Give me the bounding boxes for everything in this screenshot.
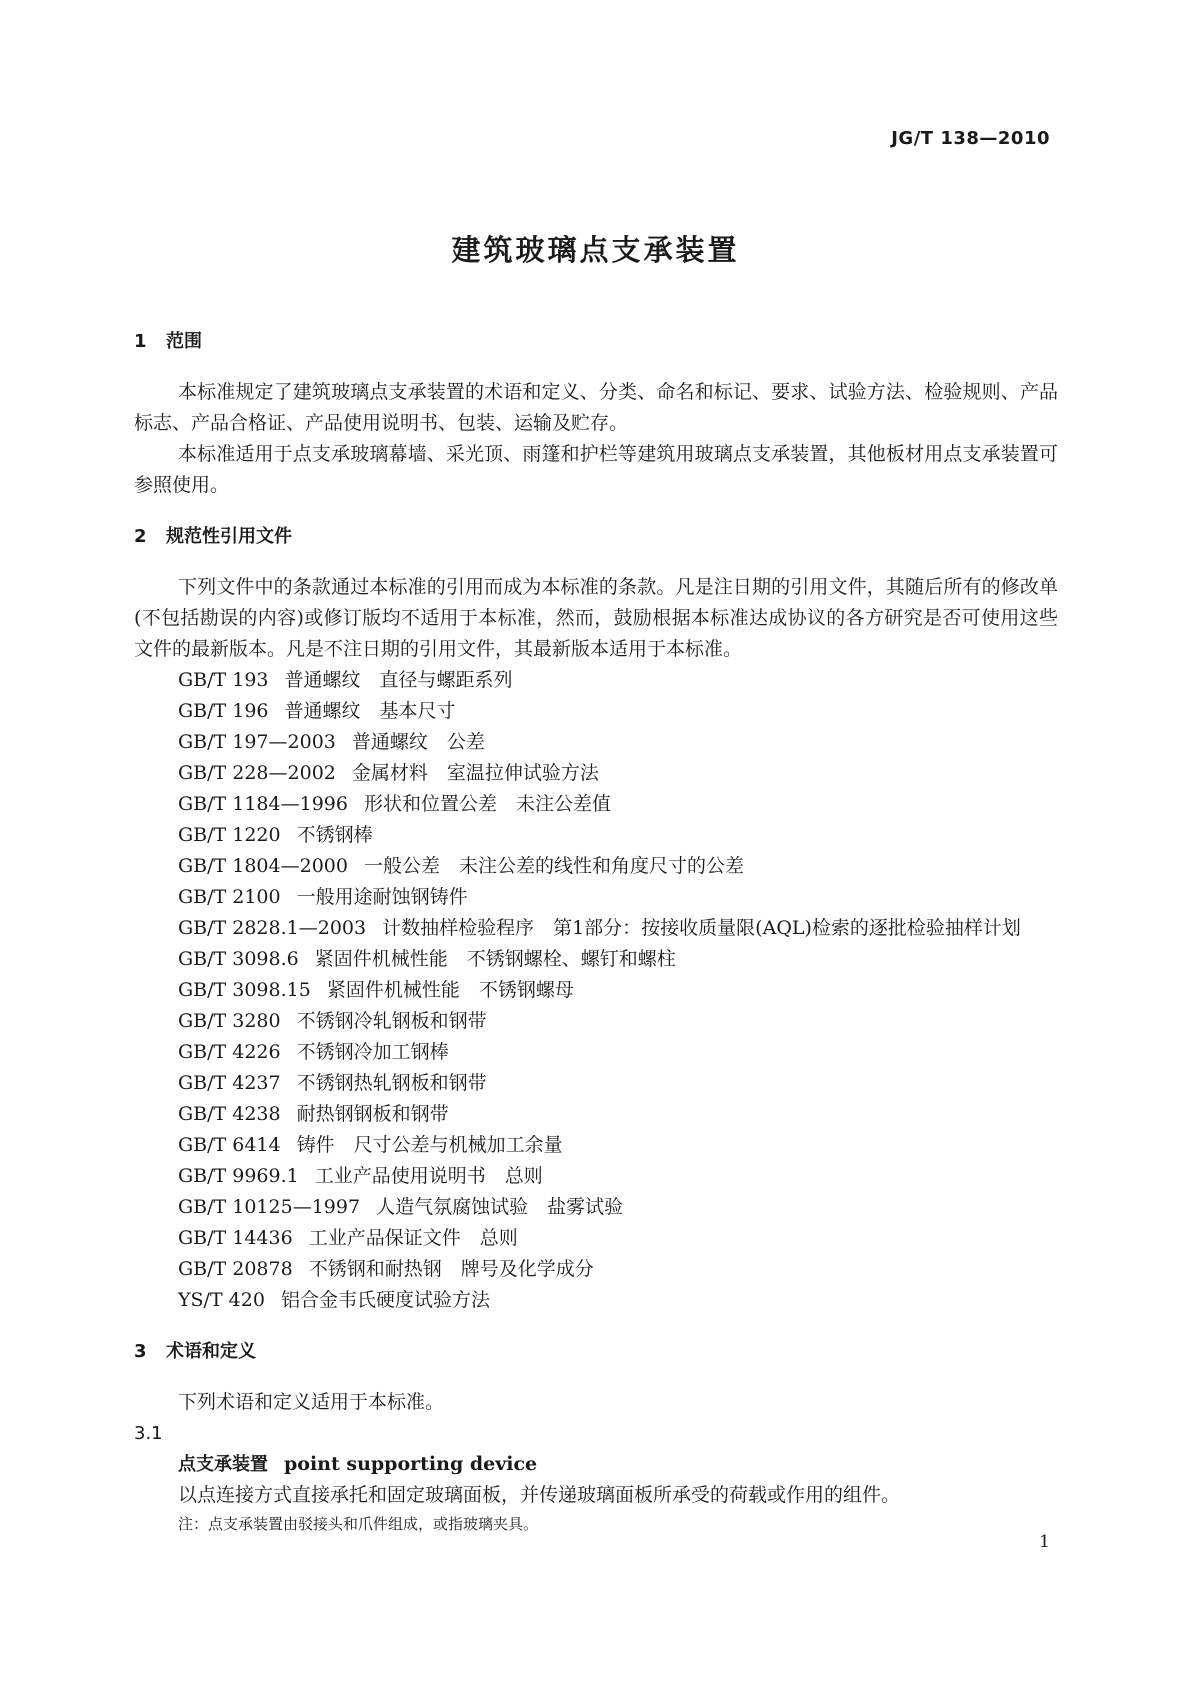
reference-item bbox=[134, 758, 1058, 789]
reference-item bbox=[134, 1254, 1058, 1285]
reference-title: 计数抽样检验程序 第1部分：按接收质量限(AQL)检索的逐批检验抽样计划 bbox=[382, 917, 1021, 939]
section-number: 3 bbox=[134, 1341, 147, 1362]
reference-title: 铝合金韦氏硬度试验方法 bbox=[280, 1289, 490, 1311]
reference-title: 工业产品保证文件 总则 bbox=[308, 1227, 518, 1249]
reference-code: GB/T 9969.1 bbox=[178, 1165, 299, 1187]
scope-paragraph: 本标准适用于点支承玻璃幕墙、采光顶、雨篷和护栏等建筑用玻璃点支承装置，其他板材用点支承装置可参照使用。 bbox=[134, 443, 1058, 496]
reference-code: GB/T 4237 bbox=[178, 1072, 281, 1094]
document-title: 建筑玻璃点支承装置 bbox=[451, 233, 740, 267]
reference-item bbox=[134, 975, 1058, 1006]
reference-item bbox=[134, 913, 1058, 944]
reference-item bbox=[134, 820, 1058, 851]
reference-code: GB/T 6414 bbox=[178, 1134, 281, 1156]
reference-title: 普通螺纹 直径与螺距系列 bbox=[284, 669, 513, 691]
reference-title: 耐热钢钢板和钢带 bbox=[296, 1103, 449, 1125]
reference-code: GB/T 10125—1997 bbox=[178, 1196, 361, 1218]
reference-code: GB/T 228—2002 bbox=[178, 762, 336, 784]
reference-code: GB/T 4238 bbox=[178, 1103, 281, 1125]
reference-title: 紧固件机械性能 不锈钢螺栓、螺钉和螺柱 bbox=[314, 948, 676, 970]
section-number: 1 bbox=[134, 331, 147, 352]
reference-code: GB/T 20878 bbox=[178, 1258, 293, 1280]
reference-title: 一般用途耐蚀钢铸件 bbox=[296, 886, 468, 908]
term-entry bbox=[134, 1449, 1058, 1480]
section-title: 范围 bbox=[166, 331, 202, 352]
reference-title: 形状和位置公差 未注公差值 bbox=[363, 793, 611, 815]
reference-title: 金属材料 室温拉伸试验方法 bbox=[351, 762, 599, 784]
reference-code: YS/T 420 bbox=[178, 1289, 265, 1311]
reference-item bbox=[134, 1099, 1058, 1130]
reference-title: 不锈钢热轧钢板和钢带 bbox=[296, 1072, 487, 1094]
term-note: 注：点支承装置由驳接头和爪件组成，或指玻璃夹具。 bbox=[178, 1515, 539, 1533]
reference-item bbox=[134, 1161, 1058, 1192]
reference-code: GB/T 196 bbox=[178, 700, 269, 722]
reference-item bbox=[134, 1006, 1058, 1037]
reference-item bbox=[134, 1223, 1058, 1254]
reference-title: 人造气氛腐蚀试验 盐雾试验 bbox=[376, 1196, 624, 1218]
reference-item bbox=[134, 727, 1058, 758]
reference-title: 普通螺纹 公差 bbox=[351, 731, 485, 753]
reference-code: GB/T 14436 bbox=[178, 1227, 293, 1249]
reference-item bbox=[134, 789, 1058, 820]
term-definition: 以点连接方式直接承托和固定玻璃面板，并传递玻璃面板所承受的荷载或作用的组件。 bbox=[178, 1484, 901, 1506]
section-heading-terms-definitions bbox=[134, 1336, 1058, 1367]
reference-title: 工业产品使用说明书 总则 bbox=[314, 1165, 543, 1187]
reference-item bbox=[134, 1192, 1058, 1223]
reference-item bbox=[134, 851, 1058, 882]
reference-item bbox=[134, 665, 1058, 696]
reference-title: 紧固件机械性能 不锈钢螺母 bbox=[326, 979, 574, 1001]
scope-paragraph: 本标准规定了建筑玻璃点支承装置的术语和定义、分类、命名和标记、要求、试验方法、检验规则、产品标志、产品合格证、产品使用说明书、包装、运输及贮存。 bbox=[134, 381, 1058, 434]
reference-item bbox=[134, 1068, 1058, 1099]
clause-number: 3.1 bbox=[134, 1423, 163, 1444]
reference-list bbox=[134, 665, 1058, 1316]
reference-code: GB/T 2828.1—2003 bbox=[178, 917, 367, 939]
section-heading-normative-references bbox=[134, 521, 1058, 552]
standard-code: JG/T 138—2010 bbox=[891, 128, 1050, 149]
reference-code: GB/T 1220 bbox=[178, 824, 281, 846]
reference-code: GB/T 1184—1996 bbox=[178, 793, 348, 815]
terms-intro: 下列术语和定义适用于本标准。 bbox=[178, 1391, 445, 1413]
reference-code: GB/T 4226 bbox=[178, 1041, 281, 1063]
reference-item bbox=[134, 1285, 1058, 1316]
reference-code: GB/T 193 bbox=[178, 669, 269, 691]
reference-title: 不锈钢冷轧钢板和钢带 bbox=[296, 1010, 487, 1032]
reference-title: 普通螺纹 基本尺寸 bbox=[284, 700, 456, 722]
references-intro: 下列文件中的条款通过本标准的引用而成为本标准的条款。凡是注日期的引用文件，其随后所有的修改单(不包括勘误的内容)或修订版均不适用于本标准，然而，鼓励根据本标准达成协议的各方研究是否可使用这些文件的最新版本。凡是不注日期的引用文件，其最新版本适用于本标准。 bbox=[134, 576, 1058, 660]
reference-title: 不锈钢棒 bbox=[296, 824, 373, 846]
term-english: point supporting device bbox=[284, 1453, 538, 1475]
document-body bbox=[134, 326, 1058, 1537]
reference-title: 不锈钢和耐热钢 牌号及化学成分 bbox=[308, 1258, 594, 1280]
reference-item bbox=[134, 944, 1058, 975]
reference-title: 一般公差 未注公差的线性和角度尺寸的公差 bbox=[363, 855, 744, 877]
page-number: 1 bbox=[1039, 1532, 1050, 1552]
reference-code: GB/T 1804—2000 bbox=[178, 855, 348, 877]
term-chinese: 点支承装置 bbox=[178, 1454, 268, 1475]
reference-code: GB/T 3098.15 bbox=[178, 979, 311, 1001]
reference-item bbox=[134, 696, 1058, 727]
section-title: 规范性引用文件 bbox=[166, 526, 292, 547]
reference-code: GB/T 2100 bbox=[178, 886, 281, 908]
section-title: 术语和定义 bbox=[166, 1341, 256, 1362]
reference-code: GB/T 3098.6 bbox=[178, 948, 299, 970]
reference-title: 不锈钢冷加工钢棒 bbox=[296, 1041, 449, 1063]
reference-item bbox=[134, 1130, 1058, 1161]
reference-item bbox=[134, 1037, 1058, 1068]
section-heading-scope bbox=[134, 326, 1058, 357]
section-number: 2 bbox=[134, 526, 147, 547]
reference-item bbox=[134, 882, 1058, 913]
reference-code: GB/T 197—2003 bbox=[178, 731, 336, 753]
reference-code: GB/T 3280 bbox=[178, 1010, 281, 1032]
reference-title: 铸件 尺寸公差与机械加工余量 bbox=[296, 1134, 563, 1156]
